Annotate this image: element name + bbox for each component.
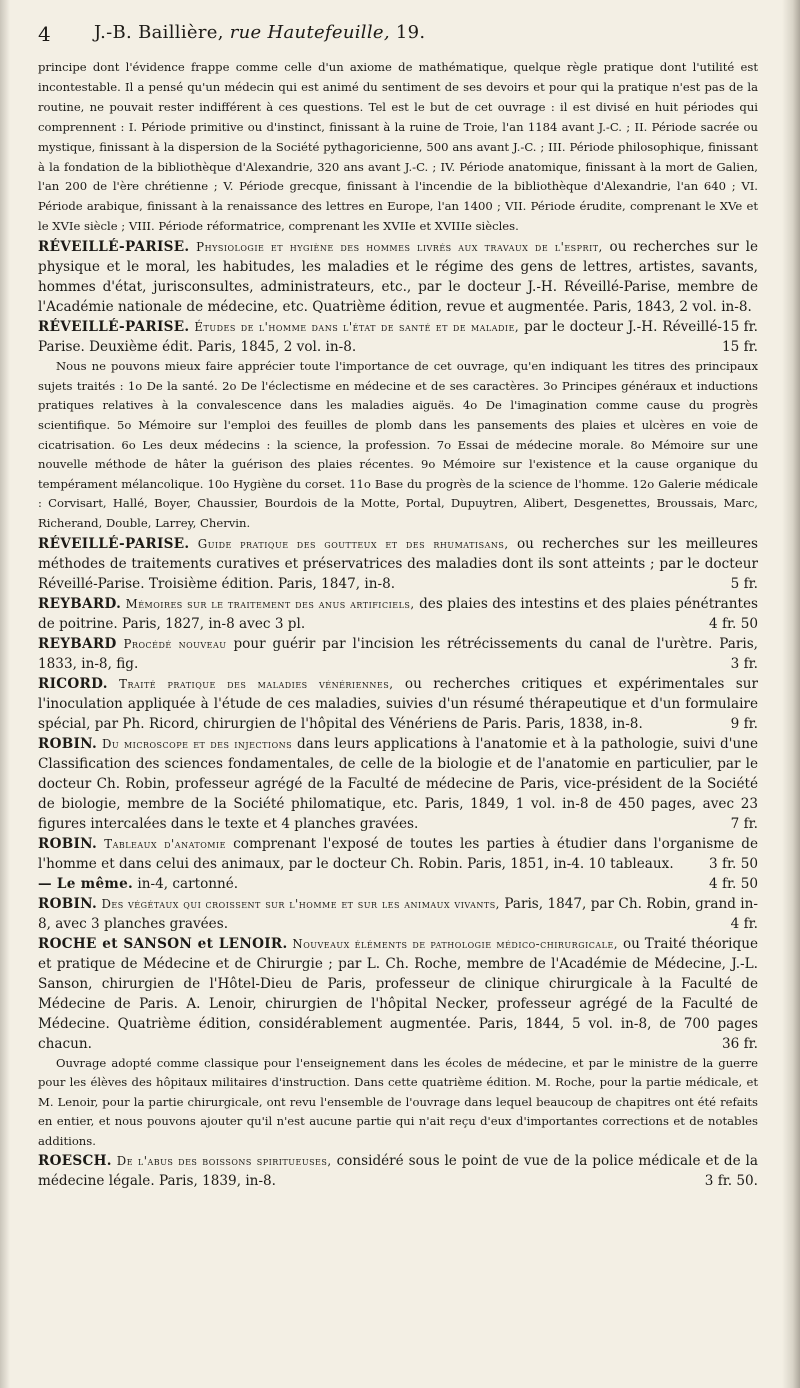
entry-title: Physiologie et hygiène des hommes livrés aux travaux de l'esprit,	[196, 240, 603, 255]
catalogue-body	[38, 58, 758, 1191]
entry-description: ou Traité théorique et pratique de Médecine et de Chirurgie ; par L. Ch. Roche, membre de l'Académie de Médecine, J.-L. Sanson, chirurgien de l'Hôtel-Dieu de Paris, professeur de clinique chirurgicale à la Faculté de Médecine de Paris. A. Lenoir, chirurgien de l'hôpital Necker, professeur agrégé de la Faculté de Médecine. Quatrième édition, considérablement augmentée. Paris, 1844, 5 vol. in-8, de 700 pages chacun.	[38, 935, 758, 1052]
entry-description: ou recherches sur les meilleures méthodes de traitements curatives et préservatrices des maladies dont ils sont atteints ; par le docteur Réveillé-Parise. Troisième édition. Paris, 1847, in-8.	[38, 535, 758, 592]
entry-description: pour guérir par l'incision les rétrécissements du canal de l'urètre. Paris, 1833, in-8, fig.	[38, 635, 758, 672]
entry-price: 3 fr. 50	[709, 855, 758, 872]
entry-author: REYBARD	[38, 635, 117, 652]
entry-price: 4 fr. 50	[709, 615, 758, 632]
entry-title: Nouveaux éléments de pathologie médico-chirurgicale,	[292, 936, 619, 951]
catalogue-entry	[38, 934, 758, 1054]
entry-author: RÉVEILLÉ-PARISE.	[38, 319, 190, 336]
entry-author: ROESCH.	[38, 1153, 112, 1170]
catalogue-entry	[38, 874, 758, 894]
entry-description: ou recherches critiques et expérimentales sur l'inoculation appliquée à l'étude de ces maladies, suivies d'un résumé thérapeutique et d'un formulaire spécial, par Ph. Ricord, chirurgien de l'hôpital des Vénériens de Paris. Paris, 1838, in-8.	[38, 675, 758, 732]
entry-price: 36 fr.	[722, 1035, 758, 1052]
entry-title: Tableaux d'anatomie	[104, 836, 227, 851]
catalogue-entry	[38, 534, 758, 594]
catalogue-entry	[38, 734, 758, 834]
catalogue-entry	[38, 674, 758, 734]
entry-title: Études de l'homme dans l'état de santé et de maladie,	[194, 320, 520, 335]
entry-price: 7 fr.	[730, 815, 758, 832]
entry-price: 3 fr.	[730, 655, 758, 672]
catalogue-entry	[38, 894, 758, 934]
entry-author: ROBIN.	[38, 735, 98, 752]
entry-author: ROCHE et SANSON et LENOIR.	[38, 935, 288, 952]
entry-title: Guide pratique des goutteux et des rhumatisans,	[197, 536, 509, 551]
entry-price: 5 fr.	[730, 575, 758, 592]
entry-price: 3 fr. 50.	[704, 1173, 758, 1190]
entry-author: RÉVEILLÉ-PARISE.	[38, 535, 190, 552]
entry-note: Nous ne pouvons mieux faire apprécier toute l'importance de cet ouvrage, qu'en indiquant les titres des principaux sujets traités : 1o De la santé. 2o De l'éclectisme en médecine et de ses caractères. 3o Principes généraux et inductions pratiques relatives à la convalescence dans les maladies aiguës. 4o De l'imagination comme cause du progrès scientifique. 5o Mémoire sur l'emploi des feuilles de plomb dans les pansements des plaies et ulcères en voie de cicatrisation. 6o Les deux médecins : la science, la profession. 7o Essai de médecine morale. 8o Mémoire sur une nouvelle méthode de hâter la guérison des plaies récentes. 9o Mémoire sur l'existence et la cause organique du tempérament mélancolique. 10o Hygiène du corset. 11o Base du progrès de la science de l'homme. 12o Galerie médicale : Corvisart, Hallé, Boyer, Chaussier, Bourdois de la Motte, Portal, Dupuytren, Alibert, Desgenettes, Broussais, Marc, Richerand, Double, Larrey, Chervin.	[38, 359, 758, 530]
entry-author: RÉVEILLÉ-PARISE.	[38, 239, 190, 256]
catalogue-entry	[38, 634, 758, 674]
entry-description: par le docteur J.-H. Réveillé-Parise. Deuxième édit. Paris, 1845, 2 vol. in-8.	[38, 319, 723, 356]
running-title	[94, 22, 425, 43]
entry-author: ROBIN.	[38, 835, 98, 852]
page-number: 4	[38, 22, 52, 46]
entry-price: 4 fr.	[730, 915, 758, 932]
entry-title: De l'abus des boissons spiritueuses,	[116, 1154, 332, 1169]
entry-author: RICORD.	[38, 675, 108, 692]
entry-description: considéré sous le point de vue de la police médicale et de la médecine légale. Paris, 1839, in-8.	[38, 1153, 758, 1190]
entry-description: ou recherches sur le physique et le moral, les habitudes, les maladies et le régime des gens de lettres, artistes, savants, hommes d'état, jurisconsultes, administrateurs, etc., par le docteur J.-H. Réveillé-Parise, membre de l'Académie nationale de médecine, etc. Quatrième édition, revue et augmentée. Paris, 1843, 2 vol. in-8.	[38, 239, 758, 316]
entry-title: Mémoires sur le traitement des anus artificiels,	[125, 596, 415, 611]
catalogue-entry	[38, 1151, 758, 1191]
running-number: 19.	[395, 22, 426, 43]
running-author: J.-B. Baillière,	[94, 22, 224, 43]
running-place: rue Hautefeuille,	[229, 22, 390, 43]
entry-description: comprenant l'exposé de toutes les parties à étudier dans l'organisme de l'homme et dans celui des animaux, par le docteur Ch. Robin. Paris, 1851, in-4. 10 tableaux.	[38, 835, 758, 872]
entry-price: 4 fr. 50	[709, 875, 758, 892]
entry-note: Ouvrage adopté comme classique pour l'enseignement dans les écoles de médecine, et par le ministre de la guerre pour les élèves des hôpitaux militaires d'instruction. Dans cette quatrième édition. M. Roche, pour la partie médicale, et M. Lenoir, pour la partie chirurgicale, ont revu l'ensemble de l'ouvrage dans lequel beaucoup de chapitres ont été refaits en entier, et nous pouvons ajouter qu'il n'est aucune partie qui n'ait reçu d'eux d'importantes corrections et de notables additions.	[38, 1055, 758, 1148]
entry-title: Procédé nouveau	[123, 636, 227, 651]
entry-description: des plaies des intestins et des plaies pénétrantes de poitrine. Paris, 1827, in-8 avec 3 pl.	[38, 595, 758, 632]
catalogue-entry	[38, 594, 758, 634]
book-page	[38, 0, 758, 1388]
running-header	[38, 22, 758, 48]
catalogue-entry	[38, 834, 758, 874]
catalogue-entry	[38, 317, 758, 357]
entry-price: 9 fr.	[730, 715, 758, 732]
continued-text: principe dont l'évidence frappe comme celle d'un axiome de mathématique, quelque règle pratique dont l'utilité est incontestable. Il a pensé qu'un médecin qui est animé du sentiment de ses devoirs et pour qui la pratique n'est pas de la routine, ne pouvait rester indifférent à ces questions. Tel est le but de cet ouvrage : il est divisé en huit périodes qui comprennent : I. Période primitive ou d'instinct, finissant à la ruine de Troie, l'an 1184 avant J.-C. ; II. Période sacrée ou mystique, finissant à la dispersion de la Société pythagoricienne, 500 ans avant J.-C. ; III. Période philosophique, finissant à la fondation de la bibliothèque d'Alexandrie, 320 ans avant J.-C. ; IV. Période anatomique, finissant à la mort de Galien, l'an 200 de l'ère chrétienne ; V. Période grecque, finissant à l'incendie de la bibliothèque d'Alexandrie, l'an 640 ; VI. Période arabique, finissant à la renaissance des lettres en Europe, l'an 1400 ; VII. Période érudite, comprenant le XVe et le XVIe siècle ; VIII. Période réformatrice, comprenant les XVIIe et XVIIIe siècles.	[38, 60, 758, 234]
entry-description: dans leurs applications à l'anatomie et à la pathologie, suivi d'une Classification des sciences fondamentales, de celle de la biologie et de l'anatomie en particulier, par le docteur Ch. Robin, professeur agrégé de la Faculté de médecine de Paris, vice-président de la Société de biologie, membre de la Société philomatique, etc. Paris, 1849, 1 vol. in-8 de 450 pages, avec 23 figures intercalées dans le texte et 4 planches gravées.	[38, 735, 758, 832]
entry-price: 15 fr.	[722, 319, 758, 336]
entry-description: in-4, cartonné.	[137, 875, 239, 892]
entry-title: Du microscope et des injections	[101, 736, 293, 751]
page-shadow-right	[782, 0, 800, 1388]
entry-description: Paris, 1847, par Ch. Robin, grand in-8, avec 3 planches gravées.	[38, 895, 758, 932]
entry-author: — Le même.	[38, 875, 134, 892]
entry-author: ROBIN.	[38, 895, 98, 912]
entry-title: Des végétaux qui croissent sur l'homme et sur les animaux vivants,	[101, 896, 500, 911]
entry-author: REYBARD.	[38, 595, 122, 612]
entry-price: 15 fr.	[722, 339, 758, 356]
page-shadow-left	[0, 0, 10, 1388]
entry-title: Traité pratique des maladies vénériennes,	[119, 676, 394, 691]
